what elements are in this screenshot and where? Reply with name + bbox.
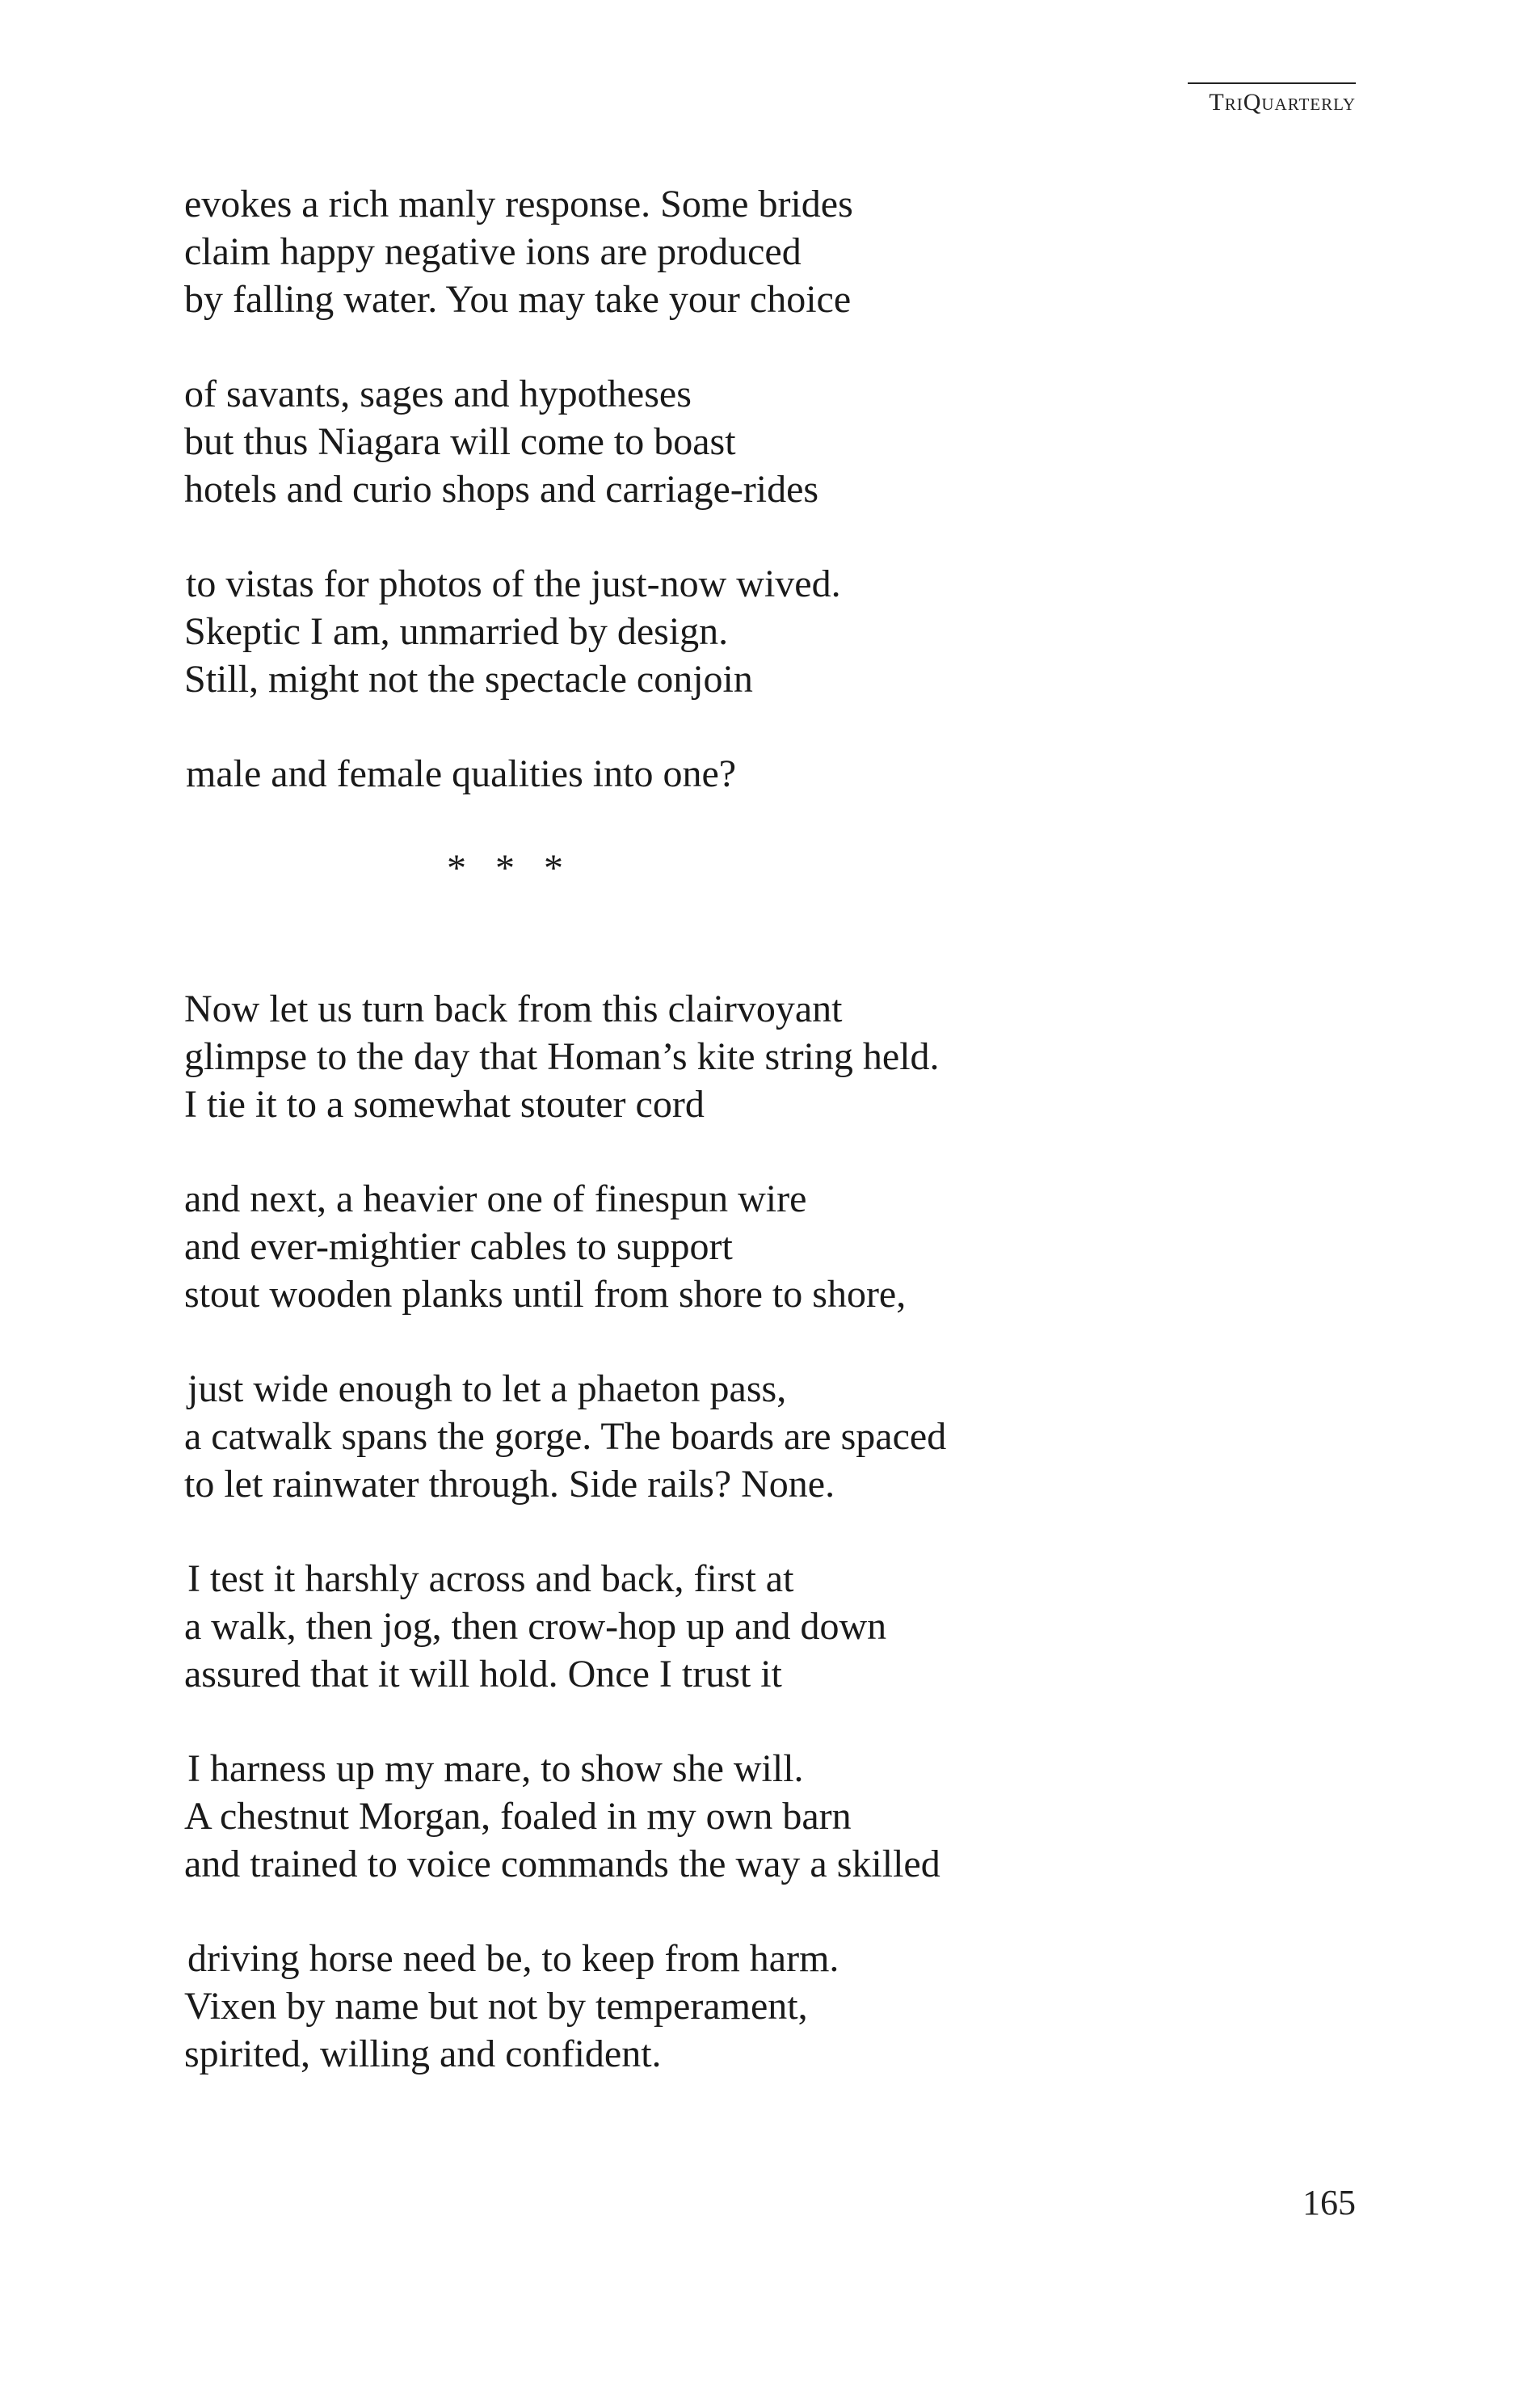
stanza bbox=[184, 1555, 1348, 1698]
poem-line: Skeptic I am, unmarried by design. bbox=[184, 610, 729, 653]
poem-line: assured that it will hold. Once I trust it bbox=[184, 1653, 782, 1695]
stanza bbox=[184, 985, 1348, 1128]
page-number: 165 bbox=[1302, 2183, 1356, 2222]
poem-line: by falling water. You may take your choice bbox=[184, 278, 852, 321]
poem-line: but thus Niagara will come to boast bbox=[184, 420, 736, 463]
poem-line: stout wooden planks until from shore to shore, bbox=[184, 1273, 907, 1316]
poem-line: Now let us turn back from this clairvoyant bbox=[184, 988, 843, 1030]
stanza bbox=[184, 1175, 1348, 1318]
poem-line: I tie it to a somewhat stouter cord bbox=[184, 1083, 705, 1126]
stanza bbox=[184, 1365, 1348, 1508]
running-head: TriQuarterly bbox=[1209, 89, 1356, 116]
poem-line: and next, a heavier one of finespun wire bbox=[184, 1177, 807, 1220]
poem-line: Vixen by name but not by temperament, bbox=[184, 1985, 808, 2028]
stanza bbox=[184, 180, 1348, 323]
poem-line: driving horse need be, to keep from harm. bbox=[187, 1937, 839, 1980]
running-head-rule bbox=[1188, 82, 1356, 84]
poem-line: evokes a rich manly response. Some brides bbox=[184, 183, 853, 225]
stanza bbox=[184, 1745, 1348, 1888]
poem-line: spirited, willing and confident. bbox=[184, 2032, 662, 2075]
poem-line: and ever-mightier cables to support bbox=[184, 1225, 733, 1268]
stanza bbox=[184, 560, 1348, 703]
poem-line: a catwalk spans the gorge. The boards are spaced bbox=[184, 1415, 947, 1458]
stanza bbox=[184, 370, 1348, 513]
poem-line: A chestnut Morgan, foaled in my own barn bbox=[184, 1795, 852, 1838]
poem-body bbox=[184, 180, 1348, 2125]
poem-line: claim happy negative ions are produced bbox=[184, 230, 802, 273]
stanza bbox=[184, 750, 1348, 798]
poem-line: of savants, sages and hypotheses bbox=[184, 373, 692, 415]
stanza bbox=[184, 1935, 1348, 2078]
poem-line: and trained to voice commands the way a skilled bbox=[184, 1843, 940, 1885]
poem-line: to vistas for photos of the just-now wived. bbox=[186, 562, 841, 605]
poem-line: a walk, then jog, then crow-hop up and down bbox=[184, 1605, 887, 1648]
poem-line: Still, might not the spectacle conjoin bbox=[184, 658, 753, 701]
poem-line: to let rainwater through. Side rails? None. bbox=[184, 1463, 835, 1506]
poem-line: male and female qualities into one? bbox=[186, 752, 737, 795]
poem-line: I harness up my mare, to show she will. bbox=[187, 1747, 804, 1790]
poem-line: glimpse to the day that Homan’s kite string held. bbox=[184, 1035, 940, 1078]
poem-line: hotels and curio shops and carriage-rides bbox=[184, 468, 819, 511]
poem-line: just wide enough to let a phaeton pass, bbox=[187, 1367, 787, 1410]
section-break: * * * bbox=[447, 847, 573, 890]
poem-line: I test it harshly across and back, first at bbox=[187, 1557, 794, 1600]
